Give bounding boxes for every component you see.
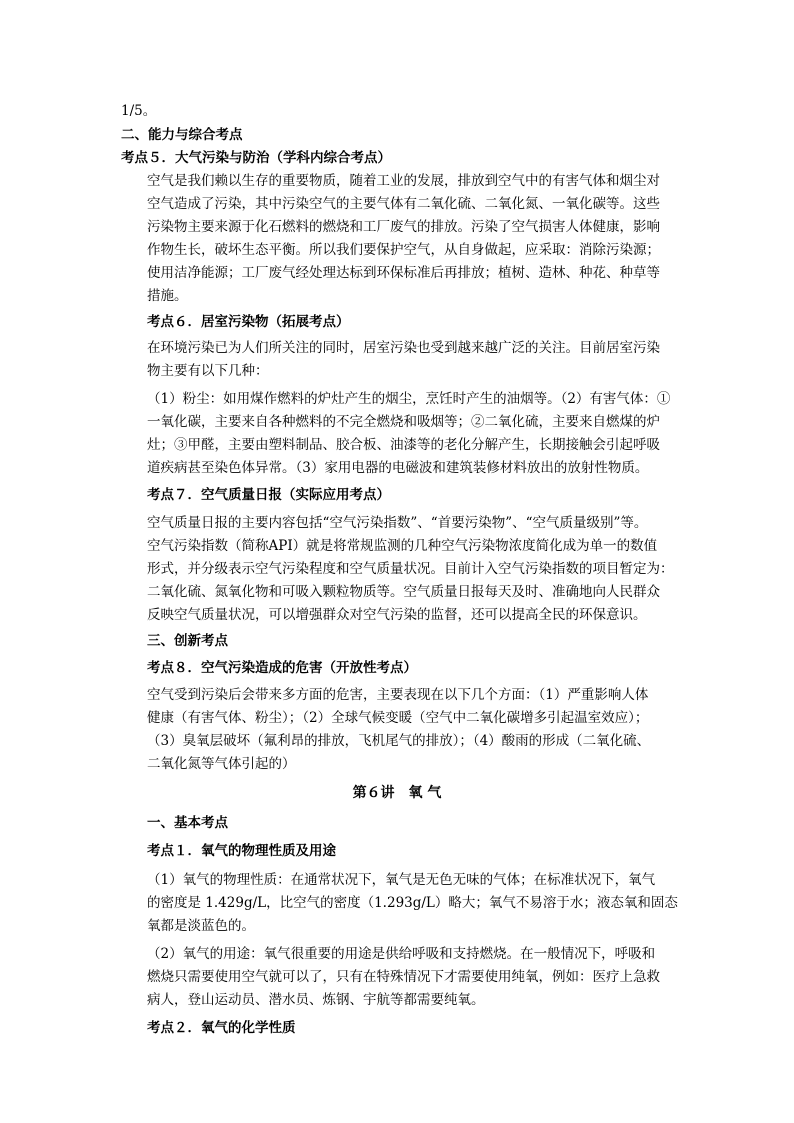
text-line: 燃烧只需要使用空气就可以了，只有在特殊情况下才需要使用纯氧，例如：医疗上急救 [147, 969, 660, 985]
text-line: 在环境污染已为人们所关注的同时，居室污染也受到越来越广泛的关注。目前居室污染 [147, 340, 660, 356]
text-line: 形式，并分级表示空气污染程度和空气质量状况。目前计入空气污染指数的项目暂定为： [147, 561, 674, 577]
lecture-title: 第６讲 氧 气 [352, 785, 442, 801]
section-1-title: 一、基本考点 [147, 815, 228, 831]
text-line: （3）臭氧层破坏（氟利昂的排放，飞机尾气的排放）；（4）酸雨的形成（二氧化硫、 [147, 733, 651, 749]
kp7-title: 考点７．空气质量日报（实际应用考点） [147, 487, 390, 503]
section-3-title: 三、创新考点 [147, 633, 228, 649]
text-line: 的密度是 1.429g/L，比空气的密度（1.293g/L）略大；氧气不易溶于水；液态氧和固态 [147, 895, 678, 911]
text-line: 二氧化氮等气体引起的） [147, 756, 296, 772]
text-line: 二氧化硫、氮氧化物和可吸入颗粒物质等。空气质量日报每天及时、准确地向人民群众 [147, 584, 660, 600]
text-line: 灶；③甲醛，主要由塑料制品、胶合板、油漆等的老化分解产生，长期接触会引起呼吸 [147, 437, 660, 453]
text-line: 作物生长，破坏生态平衡。所以我们要保护空气，从自身做起，应采取：消除污染源； [147, 242, 660, 258]
text-line: 空气造成了污染，其中污染空气的主要气体有二氧化硫、二氧化氮、一氧化碳等。这些 [147, 196, 660, 212]
kp1-title: 考点１．氧气的物理性质及用途 [147, 843, 336, 859]
kp6-title: 考点６．居室污染物（拓展考点） [147, 314, 350, 330]
text-line: 氧都是淡蓝色的。 [147, 918, 255, 934]
section-2-title: 二、能力与综合考点 [121, 127, 243, 143]
text-line: （1）粉尘：如用煤作燃料的炉灶产生的烟尘，烹饪时产生的油烟等。（2）有害气体：① [147, 391, 671, 407]
kp2-title: 考点２．氧气的化学性质 [147, 1020, 296, 1036]
kp8-title: 考点８．空气污染造成的危害（开放性考点） [147, 660, 417, 676]
text-line: 空气受到污染后会带来多方面的危害，主要表现在以下几个方面：（1）严重影响人体 [147, 687, 649, 703]
text-line: （2）氧气的用途：氧气很重要的用途是供给呼吸和支持燃烧。在一般情况下，呼吸和 [147, 946, 656, 962]
text-line: 反映空气质量状况，可以增强群众对空气污染的监督，还可以提高全民的环保意识。 [147, 607, 647, 623]
text-line: 空气污染指数（简称API）就是将常规监测的几种空气污染物浓度简化成为单一的数值 [147, 538, 658, 554]
text-line: 健康（有害气体、粉尘）；（2）全球气候变暖（空气中二氧化碳增多引起温室效应）； [147, 710, 649, 726]
text-line: 物主要有以下几种： [147, 363, 269, 379]
top-fragment: 1/5。 [121, 103, 157, 119]
text-line: 使用洁净能源；工厂废气经处理达标到环保标准后再排放；植树、造林、种花、种草等 [147, 265, 660, 281]
text-line: 道疾病甚至染色体异常。（3）家用电器的电磁波和建筑装修材料放出的放射性物质。 [147, 460, 649, 476]
text-line: 空气质量日报的主要内容包括“空气污染指数”、“首要污染物”、“空气质量级别”等。 [147, 515, 648, 531]
kp5-title: 考点５．大气污染与防治（学科内综合考点） [121, 150, 391, 166]
text-line: 污染物主要来源于化石燃料的燃烧和工厂废气的排放。污染了空气损害人体健康，影响 [147, 219, 660, 235]
text-line: 病人，登山运动员、潜水员、炼钢、宇航等都需要纯氧。 [147, 992, 485, 1008]
text-line: 措施。 [147, 288, 188, 304]
text-line: （1）氧气的物理性质：在通常状况下，氧气是无色无味的气体；在标准状况下，氧气 [147, 872, 656, 888]
text-line: 一氧化碳，主要来自各种燃料的不完全燃烧和吸烟等；②二氧化硫，主要来自燃煤的炉 [147, 414, 660, 430]
text-line: 空气是我们赖以生存的重要物质，随着工业的发展，排放到空气中的有害气体和烟尘对 [147, 173, 660, 189]
